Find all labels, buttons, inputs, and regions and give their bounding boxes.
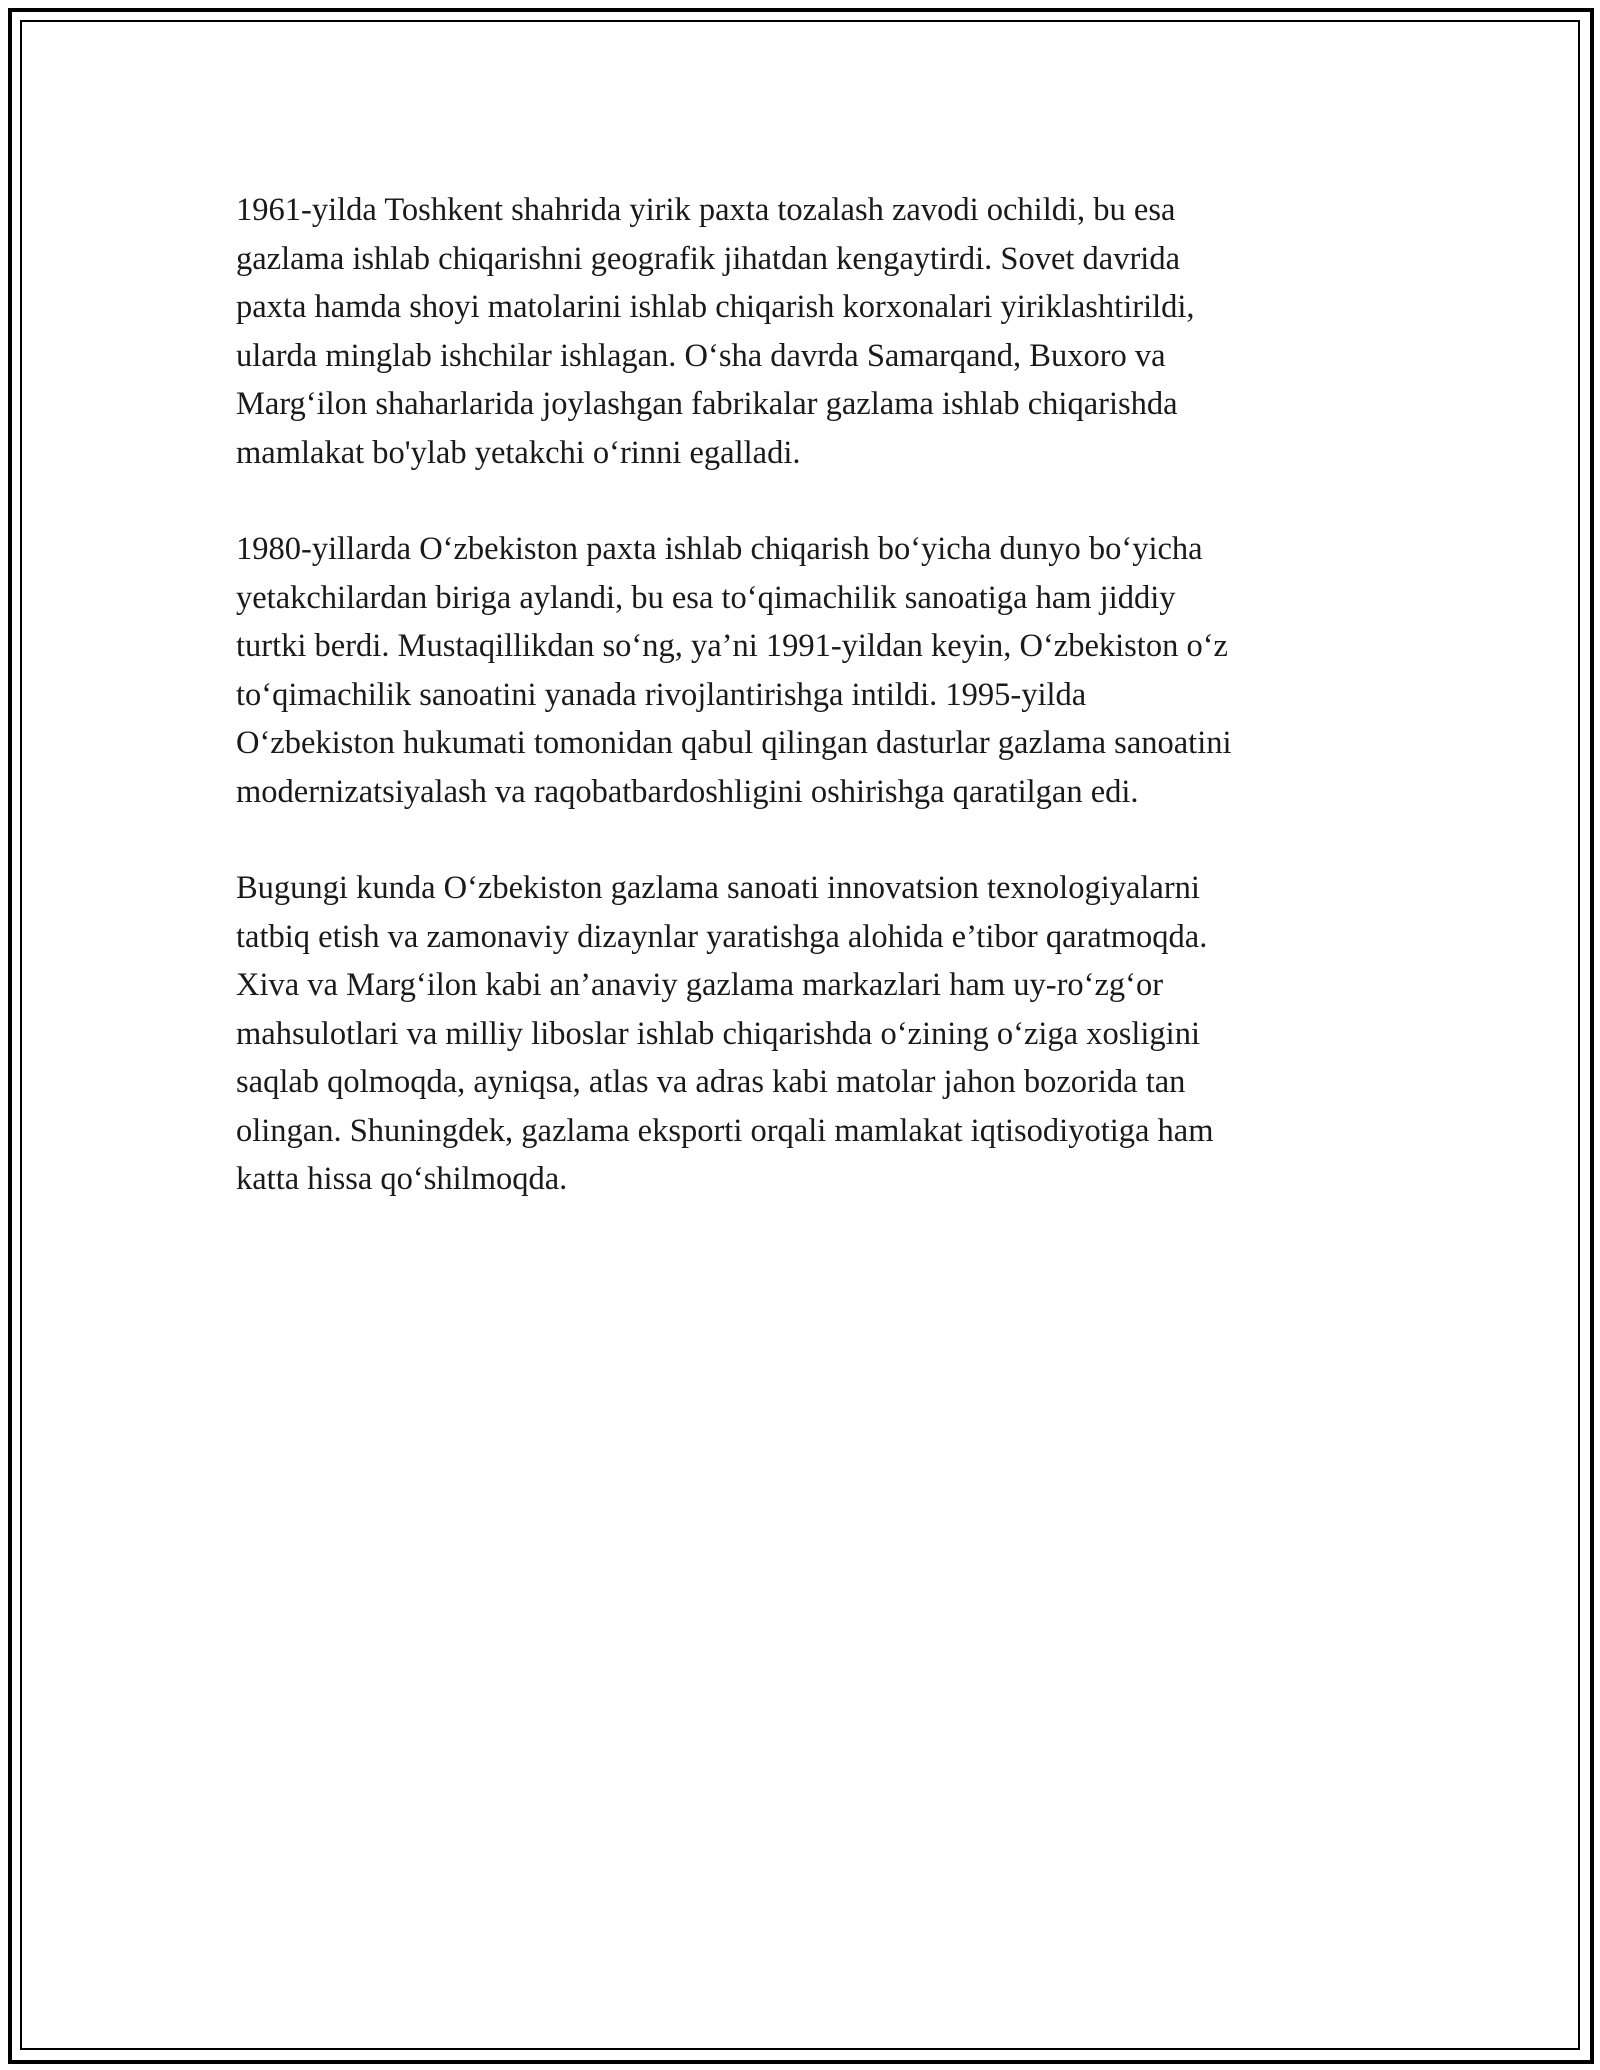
- text-line: olingan. Shuningdek, gazlama eksporti orqali mamlakat iqtisodiyotiga ham: [236, 1112, 1214, 1149]
- text-line: Xiva va Marg‘ilon kabi an’anaviy gazlama markazlari ham uy-ro‘zg‘or: [236, 967, 1164, 1003]
- text-line: tatbiq etish va zamonaviy dizaynlar yaratishga alohida e’tibor qaratmoqda.: [236, 918, 1208, 955]
- text-line: turtki berdi. Mustaqillikdan so‘ng, ya’ni 1991-yildan keyin, O‘zbekiston o‘z: [236, 628, 1228, 664]
- paragraph-1: [236, 186, 1376, 477]
- text-line: to‘qimachilik sanoatini yanada rivojlantirishga intildi. 1995-yilda: [236, 676, 1087, 713]
- text-line: mamlakat bo'ylab yetakchi o‘rinni egalladi.: [236, 434, 801, 471]
- paragraph-3: [236, 864, 1376, 1204]
- text-line: O‘zbekiston hukumati tomonidan qabul qilingan dasturlar gazlama sanoatini: [236, 725, 1232, 761]
- text-line: katta hissa qo‘shilmoqda.: [236, 1161, 568, 1197]
- text-line: paxta hamda shoyi matolarini ishlab chiqarish korxonalari yiriklashtirildi,: [236, 289, 1195, 325]
- paragraph-2: [236, 525, 1376, 816]
- document-body: [236, 186, 1376, 1252]
- text-line: ularda minglab ishchilar ishlagan. O‘sha davrda Samarqand, Buxoro va: [236, 337, 1166, 374]
- text-line: yetakchilardan biriga aylandi, bu esa to‘qimachilik sanoatiga ham jiddiy: [236, 579, 1176, 616]
- text-line: 1980-yillarda O‘zbekiston paxta ishlab chiqarish bo‘yicha dunyo bo‘yicha: [236, 531, 1203, 567]
- text-line: Marg‘ilon shaharlarida joylashgan fabrikalar gazlama ishlab chiqarishda: [236, 386, 1178, 422]
- text-line: modernizatsiyalash va raqobatbardoshligini oshirishga qaratilgan edi.: [236, 773, 1139, 810]
- text-line: 1961-yilda Toshkent shahrida yirik paxta tozalash zavodi ochildi, bu esa: [236, 192, 1176, 228]
- text-line: gazlama ishlab chiqarishni geografik jihatdan kengaytirdi. Sovet davrida: [236, 240, 1181, 277]
- text-line: mahsulotlari va milliy liboslar ishlab chiqarishda o‘zining o‘ziga xosligini: [236, 1015, 1200, 1052]
- text-line: Bugungi kunda O‘zbekiston gazlama sanoati innovatsion texnologiyalarni: [236, 870, 1200, 906]
- text-line: saqlab qolmoqda, ayniqsa, atlas va adras kabi matolar jahon bozorida tan: [236, 1064, 1186, 1100]
